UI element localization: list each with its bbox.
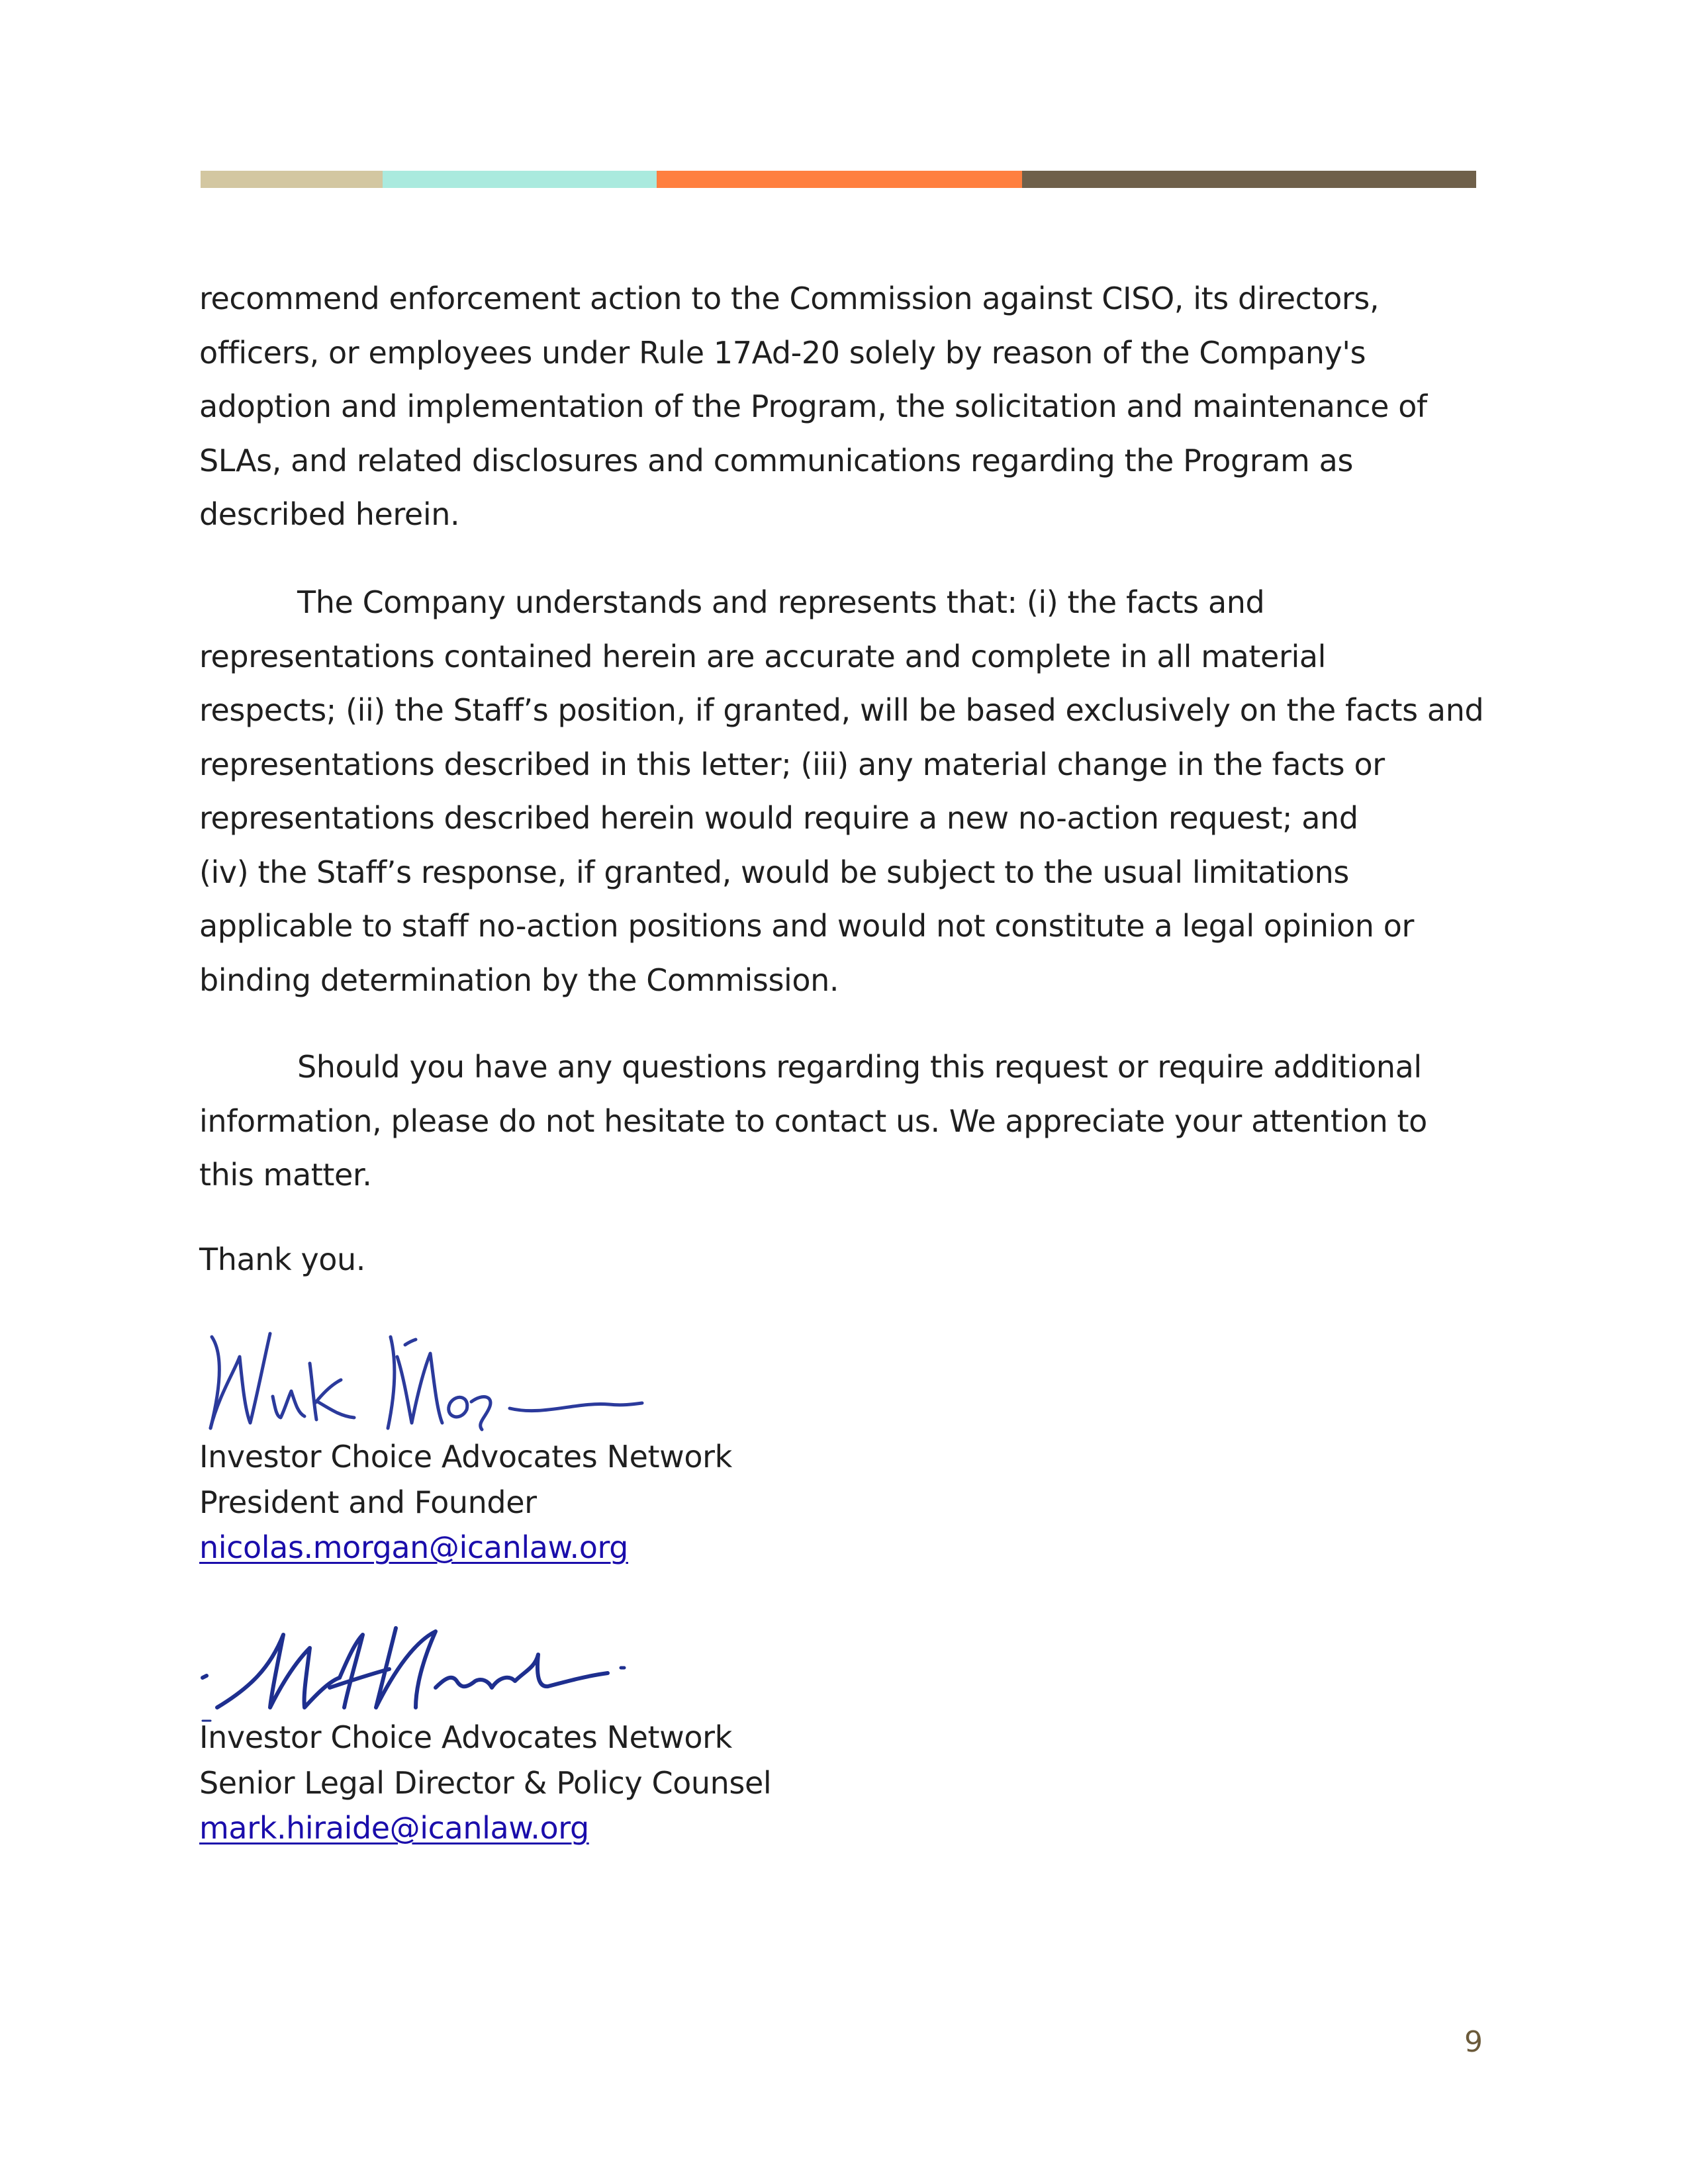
- text-line: respects; (ii) the Staff’s position, if granted, will be based exclusively on the facts and: [199, 692, 1484, 728]
- color-bar-segment: [383, 171, 657, 188]
- text-line: information, please do not hesitate to contact us. We appreciate your attention to: [199, 1103, 1427, 1139]
- text-line: The Company understands and represents that: (i) the facts and: [297, 584, 1265, 620]
- text-line: representations contained herein are accurate and complete in all material: [199, 638, 1327, 674]
- signatory-2: [199, 1715, 771, 1851]
- page-number: 9: [1464, 2025, 1483, 2059]
- text-line: SLAs, and related disclosures and communications regarding the Program as: [199, 442, 1354, 478]
- color-bar-segment: [1022, 171, 1476, 188]
- closing-thank-you: [199, 1233, 1483, 1287]
- text-line: Should you have any questions regarding this request or require additional: [297, 1049, 1422, 1085]
- text-line: representations described in this letter; (iii) any material change in the facts or: [199, 746, 1385, 782]
- text-line: adoption and implementation of the Program, the solicitation and maintenance of: [199, 388, 1427, 424]
- text-line: (iv) the Staff’s response, if granted, would be subject to the usual limitations: [199, 854, 1349, 890]
- signatory-organization: Investor Choice Advocates Network: [199, 1719, 732, 1755]
- signatory-title: President and Founder: [199, 1484, 537, 1520]
- email-link[interactable]: nicolas.morgan@icanlaw.org: [199, 1529, 628, 1565]
- text-line: described herein.: [199, 496, 460, 532]
- header-color-bar: [201, 171, 1476, 188]
- color-bar-segment: [657, 171, 1022, 188]
- signatory-organization: Investor Choice Advocates Network: [199, 1439, 732, 1475]
- signatory-title: Senior Legal Director & Policy Counsel: [199, 1764, 772, 1801]
- text-line: Thank you.: [199, 1242, 365, 1277]
- signatory-1: [199, 1434, 732, 1570]
- text-line: representations described herein would require a new no-action request; and: [199, 800, 1358, 836]
- paragraph-questions: [199, 1040, 1483, 1203]
- signature-nick-morgan: [199, 1317, 649, 1443]
- email-link[interactable]: mark.hiraide@icanlaw.org: [199, 1810, 589, 1846]
- paragraph-enforcement: [199, 272, 1483, 542]
- text-line: applicable to staff no-action positions and would not constitute a legal opinion or: [199, 908, 1414, 944]
- text-line: officers, or employees under Rule 17Ad-20 solely by reason of the Company's: [199, 334, 1366, 371]
- color-bar-segment: [201, 171, 383, 188]
- text-line: binding determination by the Commission.: [199, 962, 839, 998]
- text-line: recommend enforcement action to the Commission against CISO, its directors,: [199, 281, 1380, 316]
- text-line: this matter.: [199, 1157, 372, 1193]
- paragraph-representations: [199, 576, 1483, 1007]
